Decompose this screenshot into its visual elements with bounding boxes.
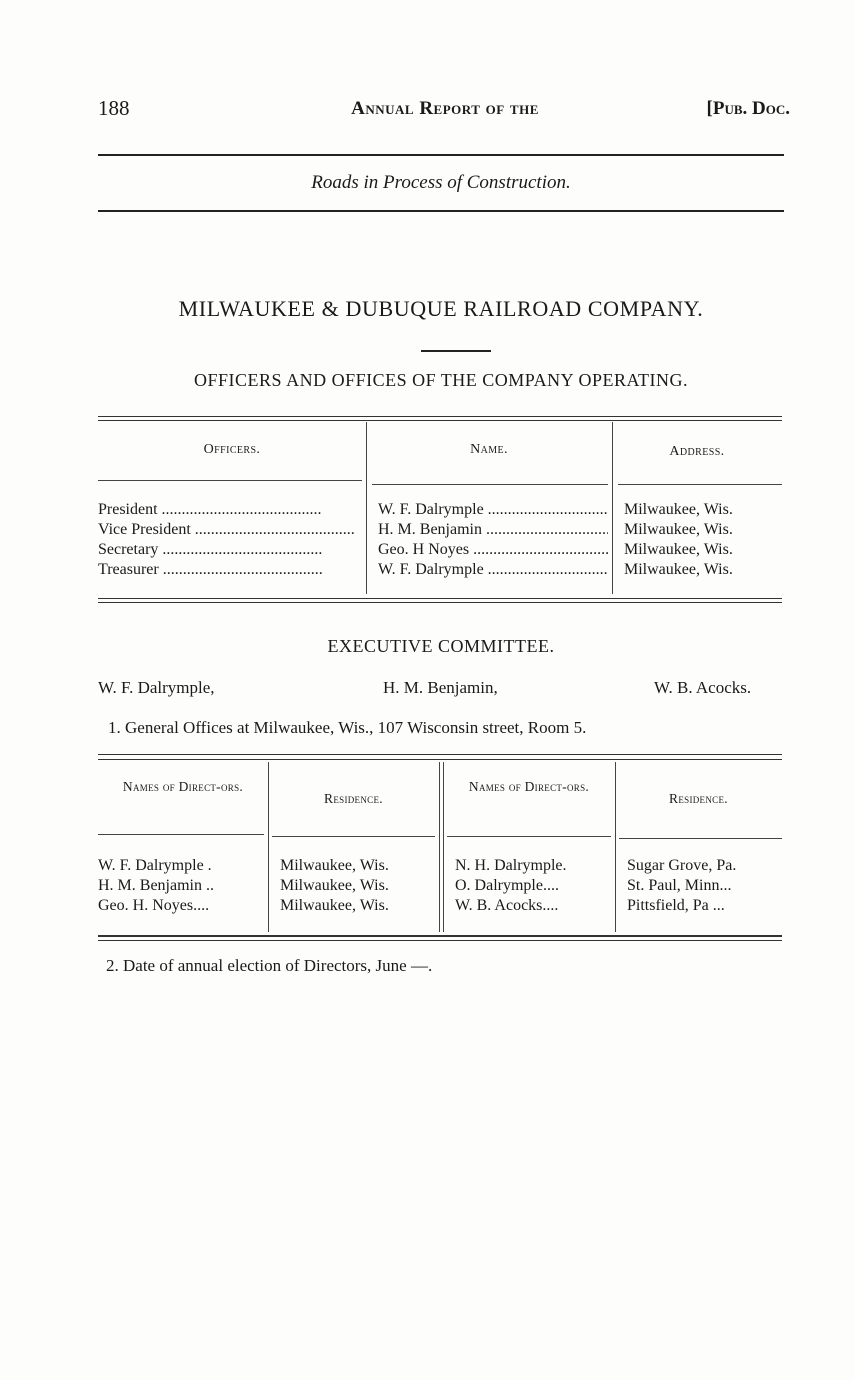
table-cell-director: W. F. Dalrymple . [98,857,212,874]
column-divider [268,762,269,932]
table-cell-director: N. H. Dalrymple. [455,857,567,874]
names-column [378,500,608,580]
table-cell-address: Milwaukee, Wis. [624,501,733,518]
table-cell-name: Geo. H Noyes ..... [378,540,608,560]
address-column [624,500,784,580]
committee-member: W. B. Acocks. [654,678,752,697]
header-address: Address. [669,444,725,459]
table-cell-director: Geo. H. Noyes.... [98,897,210,914]
company-title: MILWAUKEE & DUBUQUE RAILROAD COMPANY. [178,296,704,321]
header-rule [98,154,784,156]
table-cell-director: O. Dalrymple.... [455,877,559,894]
subtitle-rule [98,210,784,212]
table-bottom-rule [98,935,782,937]
committee-member: H. M. Benjamin, [383,678,498,697]
directors-right-residences [627,856,784,916]
table-cell-name: W. F. Dalrymple ..... [378,560,608,580]
header-underline [98,834,264,835]
committee-member: W. F. Dalrymple, [98,678,215,697]
table-cell-director: W. B. Acocks.... [455,897,559,914]
table-top-rule [98,754,782,755]
table-top-rule [98,416,782,417]
header-underline [98,480,362,481]
column-divider [615,762,616,932]
column-divider [439,762,440,932]
table-bottom-rule-2 [98,602,782,603]
header-underline [272,836,435,837]
header-underline [447,836,611,837]
table-cell-director: H. M. Benjamin .. [98,877,214,894]
header-underline [618,484,782,485]
table-cell-residence: Pittsfield, Pa ... [627,897,725,914]
header-residence: Residence. [324,791,383,806]
table-cell-address: Milwaukee, Wis. [624,521,733,538]
page-number: 188 [98,96,130,120]
running-title: Annual Report of the [351,98,539,119]
officers-section-title: OFFICERS AND OFFICES OF THE COMPANY OPERATING. [194,370,688,390]
footnote-election-date: 2. Date of annual election of Directors, June —. [106,956,433,975]
executive-committee-title: EXECUTIVE COMMITTEE. [327,636,555,656]
section-subtitle: Roads in Process of Construction. [311,172,571,193]
header-names-of-directors: Names of Direct-ors. [468,779,590,794]
header-underline [619,838,782,839]
table-cell-office: Vice President ..... [98,520,362,540]
pub-doc-label: [Pub. Doc. [706,98,790,119]
directors-right-names [455,856,613,916]
table-cell-office: Treasurer ..... [98,560,362,580]
table-cell-name: W. F. Dalrymple ..... [378,500,608,520]
table-cell-office: Secretary ..... [98,540,362,560]
table-top-rule-2 [98,759,782,760]
table-top-rule-2 [98,420,782,421]
footnote-general-offices: 1. General Offices at Milwaukee, Wis., 107 Wisconsin street, Room 5. [108,718,587,737]
header-names-of-directors: Names of Direct-ors. [122,779,244,794]
divider [421,350,491,352]
directors-left-names [98,856,266,916]
table-cell-name: H. M. Benjamin ..... [378,520,608,540]
header-officers: Officers. [203,442,261,457]
table-bottom-rule-2 [98,940,782,941]
header-residence: Residence. [669,791,728,806]
table-cell-address: Milwaukee, Wis. [624,541,733,558]
officers-column [98,500,362,580]
table-cell-residence: Milwaukee, Wis. [280,877,389,894]
table-cell-residence: St. Paul, Minn... [627,877,732,894]
directors-left-residences [280,856,436,916]
table-cell-address: Milwaukee, Wis. [624,561,733,578]
table-cell-office: President ..... [98,500,362,520]
table-cell-residence: Milwaukee, Wis. [280,857,389,874]
table-bottom-rule [98,598,782,599]
table-cell-residence: Sugar Grove, Pa. [627,857,737,874]
header-name: Name. [470,442,508,457]
table-cell-residence: Milwaukee, Wis. [280,897,389,914]
header-underline [372,484,608,485]
